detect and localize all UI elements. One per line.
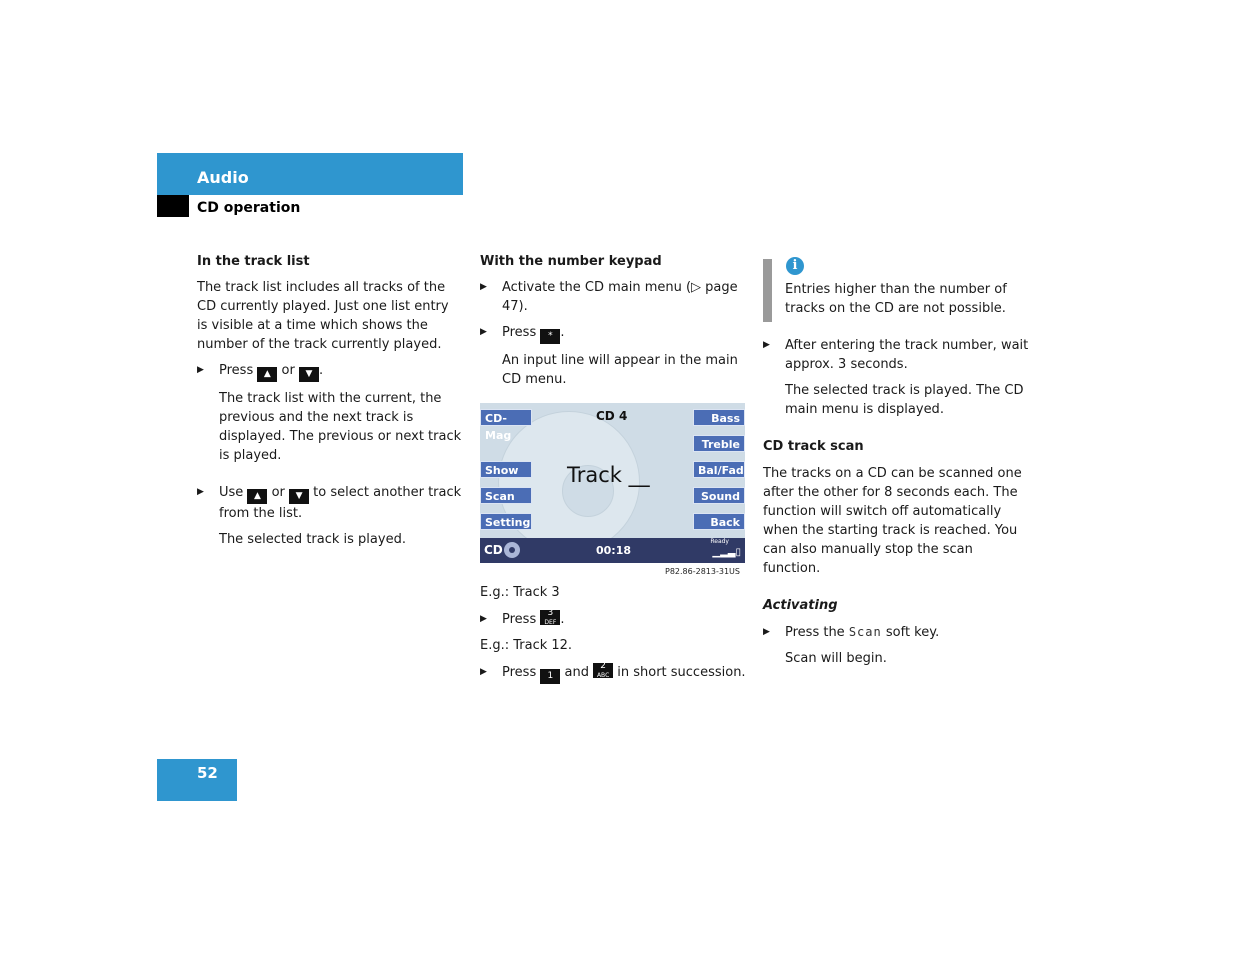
signal-strength-icon: ▁▂▃▯ (712, 547, 741, 558)
track-input-line: Track __ (567, 463, 650, 487)
scan-begin-note: Scan will begin. (785, 651, 887, 666)
status-time: 00:18 (596, 544, 632, 557)
cd-disc-icon (504, 542, 520, 558)
subsection-marker (157, 195, 189, 217)
down-arrow-key-icon: ▼ (299, 367, 319, 382)
column-number-keypad-examples (480, 583, 750, 684)
status-bar (480, 538, 745, 563)
softkey-cd-mag[interactable]: CD-Mag (480, 409, 532, 426)
disc-label: CD 4 (596, 409, 628, 423)
status-ready: Ready (710, 538, 729, 545)
step-wait: ▶ After entering the track number, wait approx. 3 seconds. (763, 336, 1031, 374)
example-track-12: E.g.: Track 12. (480, 638, 573, 653)
up-arrow-key-icon: ▲ (247, 489, 267, 504)
heading-number-keypad: With the number keypad (480, 254, 662, 269)
status-source: CD (484, 543, 503, 557)
column-number-keypad (480, 252, 750, 389)
softkey-scan[interactable]: Scan (480, 487, 532, 504)
step-press-up-down: ▶ Press ▲ or ▼ . (197, 361, 463, 382)
image-reference: P82.86-2813-31US (665, 567, 740, 576)
softkey-show[interactable]: Show (480, 461, 532, 478)
heading-track-list: In the track list (197, 254, 310, 269)
softkey-setting[interactable]: Setting (480, 513, 532, 530)
heading-cd-track-scan: CD track scan (763, 439, 864, 454)
key-3-def-icon: 3 DEF (540, 610, 560, 625)
softkey-bass[interactable]: Bass (693, 409, 745, 426)
key-1-icon: 1 (540, 669, 560, 684)
column-cd-track-scan (763, 252, 1031, 668)
scan-softkey-label: Scan (848, 625, 882, 639)
step-use-up-down: ▶ Use ▲ or ▼ to select another track from the list. (197, 483, 463, 523)
track-scan-intro: The tracks on a CD can be scanned one after the other for 8 seconds each. The function will switch off automatically when the starting track is reached. You can also manually stop the scan function. (763, 466, 1022, 576)
step-press-1-2: ▶ Press 1 and 2 ABC in short succession. (480, 663, 750, 684)
softkey-back[interactable]: Back (693, 513, 745, 530)
up-arrow-key-icon: ▲ (257, 367, 277, 382)
step-press-result: The track list with the current, the previous and the next track is displayed. The previous or next track is played. (219, 391, 462, 463)
step-press-3: ▶ Press 3 DEF . (480, 610, 750, 629)
column-track-list (197, 252, 463, 549)
section-title: Audio (197, 168, 249, 187)
step-press-scan: ▶ Press the Scan soft key. (763, 623, 1031, 642)
softkey-bal-fad[interactable]: Bal/Fad (693, 461, 745, 478)
down-arrow-key-icon: ▼ (289, 489, 309, 504)
cd-display-screen (480, 403, 745, 563)
page-number: 52 (197, 764, 218, 782)
info-note: Entries higher than the number of tracks on the CD are not possible. (785, 282, 1007, 316)
softkey-sound[interactable]: Sound (693, 487, 745, 504)
step-use-result: The selected track is played. (219, 532, 406, 547)
key-2-abc-icon: 2 ABC (593, 663, 613, 678)
step-activate-cd-menu: ▶ Activate the CD main menu (▷ page 47). (480, 278, 750, 316)
subsection-title: CD operation (197, 200, 301, 216)
step-press-star: ▶ Press * . (480, 323, 750, 344)
star-key-icon: * (540, 329, 560, 344)
example-track-3: E.g.: Track 3 (480, 585, 560, 600)
step-wait-result: The selected track is played. The CD main menu is displayed. (785, 383, 1024, 417)
info-icon: i (786, 257, 804, 275)
subheading-activating: Activating (763, 598, 838, 613)
track-list-intro: The track list includes all tracks of the CD currently played. Just one list entry is visible at a time which shows the number of the track currently played. (197, 280, 449, 352)
input-line-note: An input line will appear in the main CD menu. (502, 353, 738, 387)
softkey-treble[interactable]: Treble (693, 435, 745, 452)
